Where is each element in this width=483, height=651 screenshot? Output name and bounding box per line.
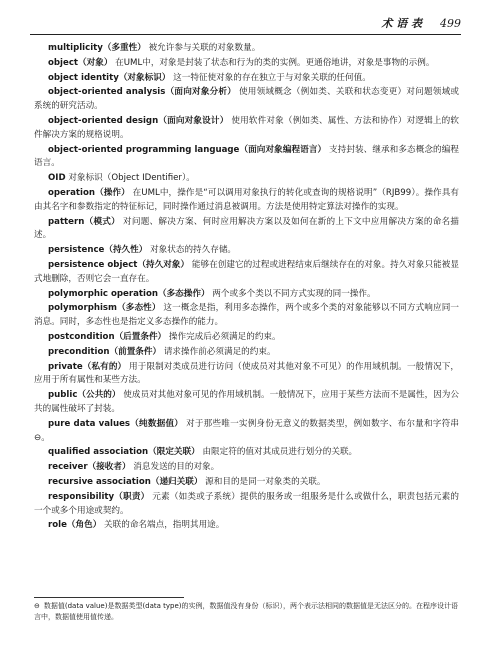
glossary-definition: 在UML中，操作是“可以调用对象执行的转化或查询的规格说明”（RJB99）。操作具有由其名字和参数指定的特征标记，同时操作通过消息被调用。方法是使用特定算法对操作的实现。 — [34, 187, 460, 212]
glossary-entry — [34, 288, 459, 302]
glossary-term: object-oriented design（面向对象设计） — [48, 115, 229, 126]
glossary-term: polymorphism（多态性） — [48, 303, 161, 314]
glossary-term: responsibility（职责） — [48, 491, 150, 502]
glossary-entry — [34, 72, 459, 86]
footnote-text: 数据值(data value)是数据类型(data type)的实例，数据值没有身份（标识），两个表示法相同的数据值是无法区分的。在程序设计语言中，数据值使用值传递。 — [34, 602, 459, 621]
glossary-term: multiplicity（多重性） — [48, 43, 146, 53]
glossary-definition: 消息发送的目的对象。 — [133, 462, 220, 473]
glossary-entry — [34, 519, 459, 533]
glossary-term: operation（操作） — [48, 187, 130, 198]
glossary-entry — [34, 172, 459, 186]
glossary-definition: 元素（如类或子系统）提供的服务或一组服务是什么或做什么，职责包括元素的一个或多个用途或契约。 — [34, 491, 459, 516]
glossary-entry — [34, 42, 459, 56]
glossary-entry — [34, 187, 459, 215]
glossary-body — [34, 42, 459, 534]
glossary-definition: 对象状态的持久存储。 — [150, 245, 237, 256]
glossary-definition: 使用领域概念（例如类、关联和状态变更）对问题领域或系统的研究活动。 — [34, 87, 459, 112]
glossary-term: OID — [48, 173, 66, 184]
glossary-term: pure data values（纯数据值） — [48, 418, 184, 429]
glossary-entry — [34, 361, 459, 389]
glossary-term: pattern（模式） — [48, 216, 121, 227]
glossary-definition: 被允许参与关联的对象数量。 — [148, 43, 261, 53]
glossary-entry — [34, 244, 459, 258]
glossary-term: recursive association（递归关联） — [48, 476, 203, 487]
glossary-term: public（公共的） — [48, 390, 121, 401]
glossary-definition: 源和目的是同一对象类的关联。 — [205, 476, 326, 487]
glossary-definition: 对问题、解决方案、何时应用解决方案以及如何在新的上下文中应用解决方案的命名描述。 — [34, 216, 460, 241]
glossary-entry — [34, 476, 459, 490]
glossary-term: object-oriented analysis（面向对象分析） — [48, 87, 237, 98]
glossary-definition: 对于那些唯一实例身份无意义的数据类型，例如数字、布尔量和字符串⊖。 — [34, 418, 459, 443]
glossary-term: persistence object（持久对象） — [48, 259, 190, 270]
glossary-term: object-oriented programming language（面向对象编程语言） — [48, 144, 327, 155]
glossary-definition: 使成员对其他对象可见的作用域机制。一般情况下，应用于某些方法而不是属性，因为公共的属性破坏了封装。 — [34, 390, 459, 414]
glossary-entry — [34, 461, 459, 475]
glossary-term: private（私有的） — [48, 361, 127, 372]
glossary-definition: 使用软件对象（例如类、属性、方法和协作）对逻辑上的软件解决方案的规格说明。 — [34, 115, 459, 140]
glossary-definition: 请求操作前必须满足的约束。 — [163, 346, 276, 357]
glossary-definition: 两个或多个类以不同方式实现的同一操作。 — [212, 288, 376, 299]
glossary-term: role（角色） — [48, 520, 102, 531]
glossary-entry — [34, 389, 459, 417]
glossary-definition: 关联的命名端点，指明其用途。 — [104, 520, 225, 531]
glossary-term: postcondition（后置条件） — [48, 331, 167, 342]
glossary-entry — [34, 302, 459, 330]
glossary-entry — [34, 144, 459, 172]
glossary-term: precondition（前置条件） — [48, 346, 162, 357]
glossary-definition: 对象标识（Object IDentifier）。 — [68, 173, 195, 184]
glossary-entry — [34, 115, 459, 143]
glossary-term: persistence（持久性） — [48, 245, 148, 256]
glossary-entry — [34, 216, 459, 244]
footnote-mark: ⊖ — [34, 602, 40, 610]
page-number: 499 — [440, 16, 461, 30]
glossary-definition: 操作完成后必须满足的约束。 — [168, 331, 281, 342]
glossary-entry — [34, 418, 459, 446]
glossary-definition: 在UML中，对象是封装了状态和行为的类的实例。更通俗地讲，对象是事物的示例。 — [115, 57, 435, 68]
glossary-entry — [34, 346, 459, 360]
glossary-entry — [34, 331, 459, 345]
glossary-definition: 由限定符的值对其成员进行划分的关联。 — [202, 447, 358, 458]
glossary-term: object identity（对象标识） — [48, 72, 171, 83]
footnote — [34, 601, 459, 623]
glossary-definition: 能够在创建它的过程或进程结束后继续存在的对象。持久对象只能被显式地删除，否则它会一直存在。 — [34, 259, 459, 284]
glossary-term: polymorphic operation（多态操作） — [48, 288, 210, 299]
glossary-entry — [34, 259, 459, 287]
glossary-definition: 用于限制对类成员进行访问（使成员对其他对象不可见）的作用域机制。一般情况下，应用于所有属性和某些方法。 — [34, 361, 459, 386]
glossary-definition: 这一概念是指，利用多态操作，两个或多个类的对象能够以不同方式响应同一消息。同时，多态性也是指定义多态操作的能力。 — [34, 303, 459, 328]
footnote-rule — [34, 597, 184, 598]
glossary-term: object（对象） — [48, 57, 113, 68]
page-header — [30, 14, 461, 32]
glossary-definition: 这一特征使对象的存在独立于与对象关联的任何值。 — [173, 72, 371, 83]
glossary-entry — [34, 57, 459, 71]
header-rule — [30, 34, 461, 35]
glossary-term: qualified association（限定关联） — [48, 447, 200, 458]
running-title: 术 语 表 — [381, 17, 422, 30]
glossary-entry — [34, 491, 459, 519]
glossary-entry — [34, 446, 459, 460]
glossary-definition: 支持封装、继承和多态概念的编程语言。 — [34, 144, 459, 169]
glossary-term: receiver（接收者） — [48, 462, 131, 473]
glossary-entry — [34, 86, 459, 114]
